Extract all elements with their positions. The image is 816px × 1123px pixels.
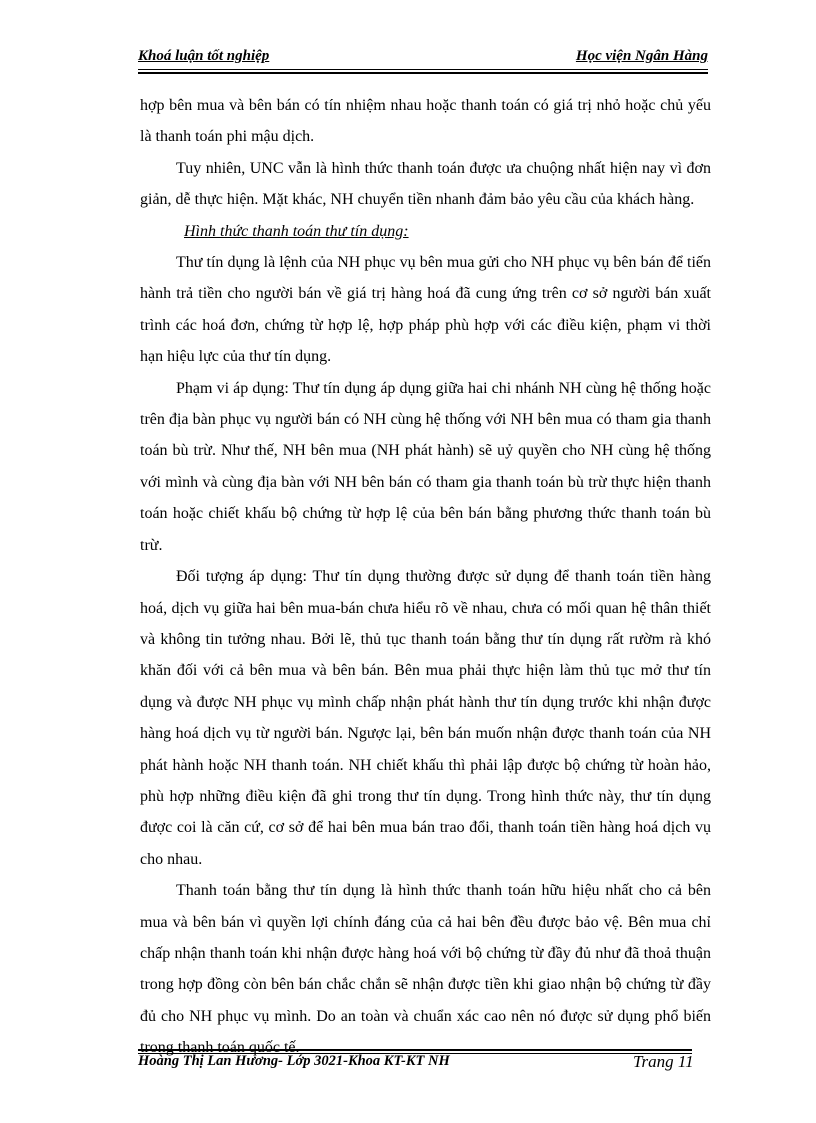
header-thesis-title: Khoá luận tốt nghiệp [138,48,270,64]
page-body [140,90,711,1064]
section-heading-letter-of-credit: Hình thức thanh toán thư tín dụng: [184,222,409,240]
header-institution: Học viện Ngân Hàng [575,48,708,64]
paragraph-unc: Tuy nhiên, UNC vẫn là hình thức thanh toán được ưa chuộng nhất hiện nay vì đơn giản, dễ thực hiện. Mặt khác, NH chuyển tiền nhanh đảm bảo yêu cầu của khách hàng. [140,159,711,209]
page-header [138,48,708,68]
page-number: Trang 11 [633,1052,694,1071]
paragraph-applicable-subjects: Đối tượng áp dụng: Thư tín dụng thường được sử dụng để thanh toán tiền hàng hoá, dịch vụ giữa hai bên mua-bán chưa hiểu rõ về nhau, chưa có mối quan hệ thân thiết và không tin tưởng nhau. Bởi lẽ, thủ tục thanh toán bằng thư tín dụng rất rườm rà khó khăn đối với cả bên mua và bên bán. Bên mua phải thực hiện làm thủ tục mở thư tín dụng và được NH phục vụ mình chấp nhận phát hành thư tín dụng trước khi nhận được hàng hoá dịch vụ từ người bán. Ngược lại, bên bán muốn nhận được thanh toán của NH phát hành hoặc NH thanh toán. NH chiết khấu thì phải lập được bộ chứng từ hoàn hảo, phù hợp những điều kiện đã ghi trong thư tín dụng. Trong hình thức này, thư tín dụng được coi là căn cứ, cơ sở để hai bên mua bán trao đổi, thanh toán tiền hàng hoá dịch vụ cho nhau. [140,568,711,868]
paragraph-definition: Thư tín dụng là lệnh của NH phục vụ bên mua gửi cho NH phục vụ bên bán để tiến hành trả tiền cho người bán về giá trị hàng hoá đã cung ứng trên cơ sở người bán xuất trình các hoá đơn, chứng từ hợp lệ, hợp pháp phù hợp với các điều kiện, phạm vi thời hạn hiệu lực của thư tín dụng. [140,254,711,366]
paragraph-scope: Phạm vi áp dụng: Thư tín dụng áp dụng giữa hai chi nhánh NH cùng hệ thống hoặc trên địa bàn phục vụ người bán có NH cùng hệ thống với NH bên mua có tham gia thanh toán bù trừ. Như thế, NH bên mua (NH phát hành) sẽ uỷ quyền cho NH cùng hệ thống với mình và cùng địa bàn với NH bên bán có tham gia thanh toán bù trừ thực hiện thanh toán hoặc chiết khấu bộ chứng từ hợp lệ của bên bán bằng phương thức thanh toán bù trừ. [140,379,711,554]
paragraph-conclusion: Thanh toán bằng thư tín dụng là hình thức thanh toán hữu hiệu nhất cho cả bên mua và bên bán vì quyền lợi chính đáng của cả hai bên đều được bảo vệ. Bên mua chỉ chấp nhận thanh toán khi nhận được hàng hoá với bộ chứng từ đầy đủ như đã thoả thuận trong hợp đồng còn bên bán chắc chắn sẽ nhận được tiền khi giao nhận bộ chứng từ đầy đủ cho NH phục vụ mình. Do an toàn và chuẩn xác cao nên nó được sử dụng phổ biến trong thanh toán quốc tế. [140,882,711,1057]
footer-author: Hoàng Thị Lan Hương- Lớp 3021-Khoa KT-KT NH [138,1053,450,1069]
paragraph-continuation: hợp bên mua và bên bán có tín nhiệm nhau hoặc thanh toán có giá trị nhỏ hoặc chủ yếu là thanh toán phi mậu dịch. [140,97,711,146]
header-divider [138,69,708,74]
